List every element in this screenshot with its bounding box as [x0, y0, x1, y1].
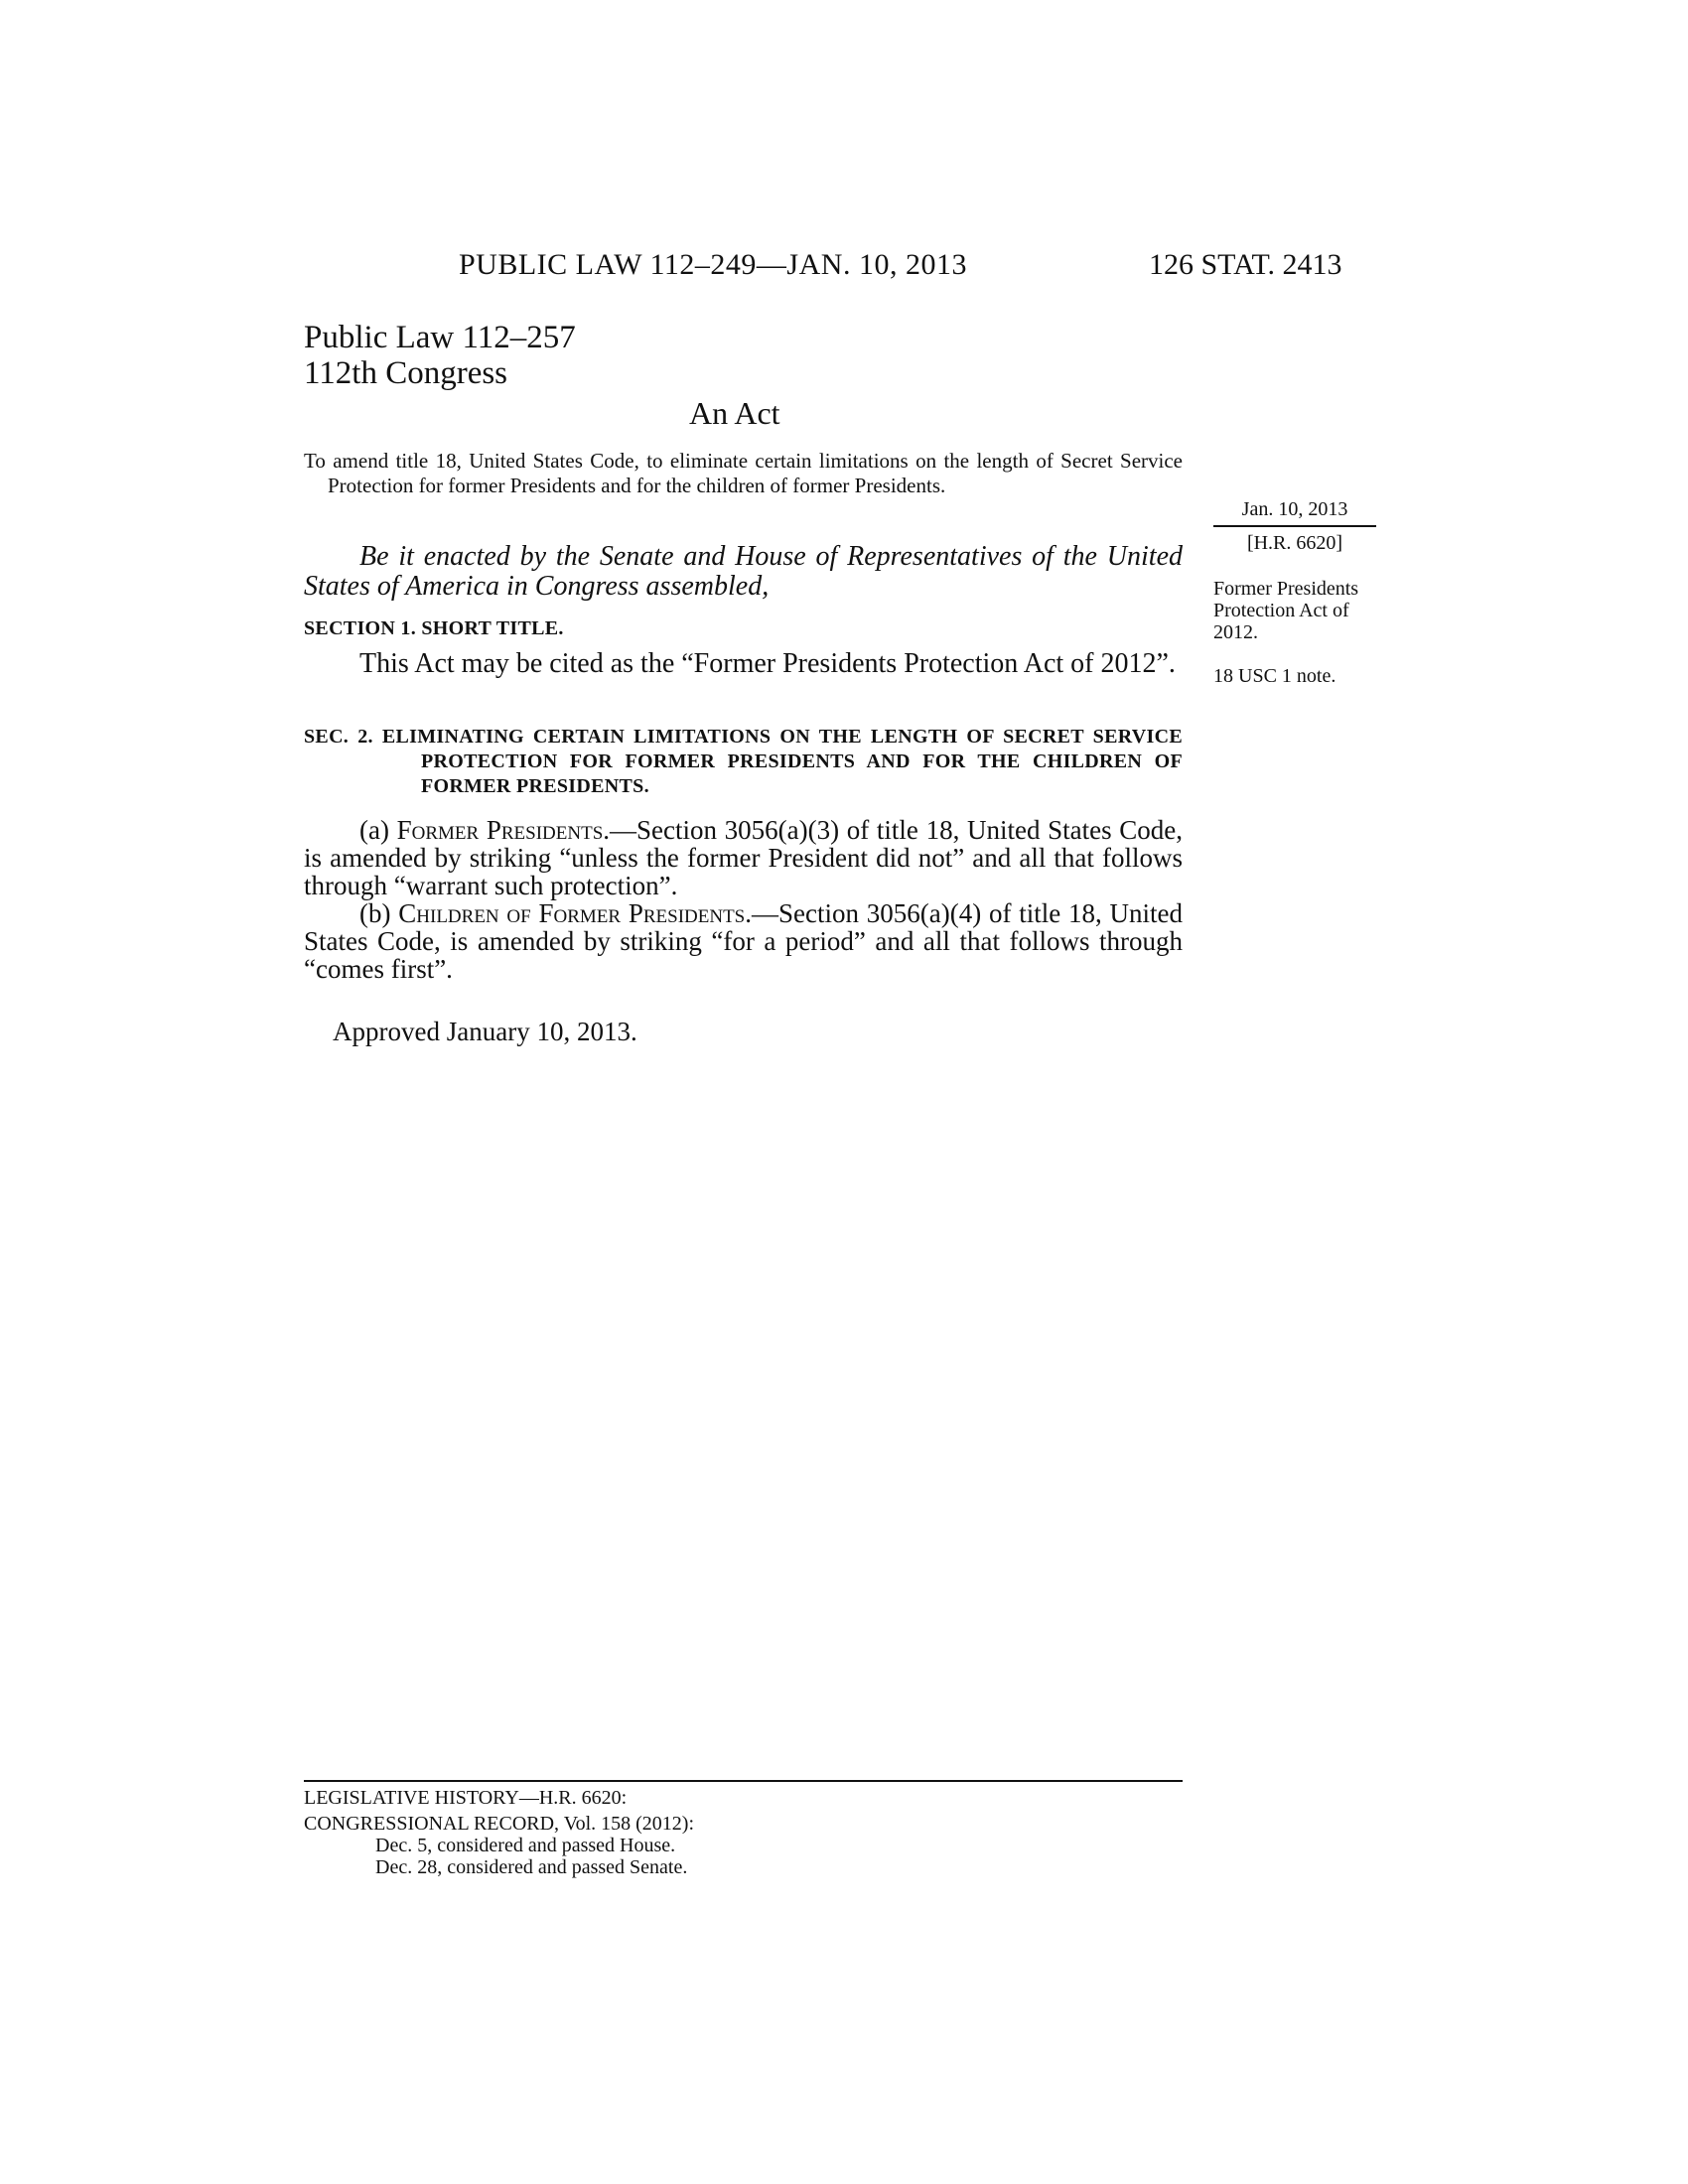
section-2-body	[304, 816, 1183, 983]
section-1-body: This Act may be cited as the “Former Presidents Protection Act of 2012”.	[359, 648, 1176, 679]
public-law-number: Public Law 112–257	[304, 320, 576, 355]
running-head: PUBLIC LAW 112–249—JAN. 10, 2013	[459, 248, 967, 281]
legislative-history-heading: LEGISLATIVE HISTORY—H.R. 6620:	[304, 1787, 628, 1809]
subsection-b-heading: Children of Former Presidents	[398, 898, 746, 928]
section-2-heading: SEC. 2. ELIMINATING CERTAIN LIMITATIONS ON THE LENGTH OF SECRET SERVICE PROTECTION FOR FORMER PRESIDENTS AND FOR THE CHILDREN OF FORMER PRESIDENTS.	[304, 726, 1183, 797]
subsection-b-label: (b)	[359, 898, 391, 928]
statute-page-number: 126 STAT. 2413	[1149, 248, 1342, 281]
subsection-a-text: .—Section 3056(a)(3) of title 18, United States Code, is amended by striking “unless the former President did not” and all that follows through “warrant such protection”.	[304, 815, 1184, 900]
subsection-b	[304, 899, 1183, 983]
footnote-divider	[304, 1780, 1183, 1782]
section-1-heading: SECTION 1. SHORT TITLE.	[304, 617, 564, 639]
margin-short-title-note: Former Presidents Protection Act of 2012.	[1213, 578, 1359, 643]
legislative-action-item: Dec. 28, considered and passed Senate.	[375, 1856, 688, 1878]
legislative-action-item: Dec. 5, considered and passed House.	[375, 1835, 676, 1856]
congress-number: 112th Congress	[304, 355, 508, 391]
act-heading: An Act	[689, 395, 780, 431]
approval-date: Approved January 10, 2013.	[333, 1017, 637, 1046]
long-title: To amend title 18, United States Code, to eliminate certain limitations on the length of Secret Service Protection for former Presidents and for the children of former Presidents.	[304, 449, 1183, 497]
margin-usc-note: 18 USC 1 note.	[1213, 665, 1336, 687]
subsection-a-heading: Former Presidents	[396, 815, 604, 845]
subsection-a	[304, 816, 1183, 899]
subsection-a-label: (a)	[359, 815, 389, 845]
enacting-clause: Be it enacted by the Senate and House of Representatives of the United States of America in Congress assembled,	[304, 541, 1183, 602]
margin-bill-number: [H.R. 6620]	[1246, 532, 1343, 554]
margin-date: Jan. 10, 2013	[1213, 498, 1376, 527]
congressional-record-line: CONGRESSIONAL RECORD, Vol. 158 (2012):	[304, 1813, 694, 1835]
subsection-b-text: .—Section 3056(a)(4) of title 18, United States Code, is amended by striking “for a period” and all that follows through “comes first”.	[304, 898, 1184, 984]
